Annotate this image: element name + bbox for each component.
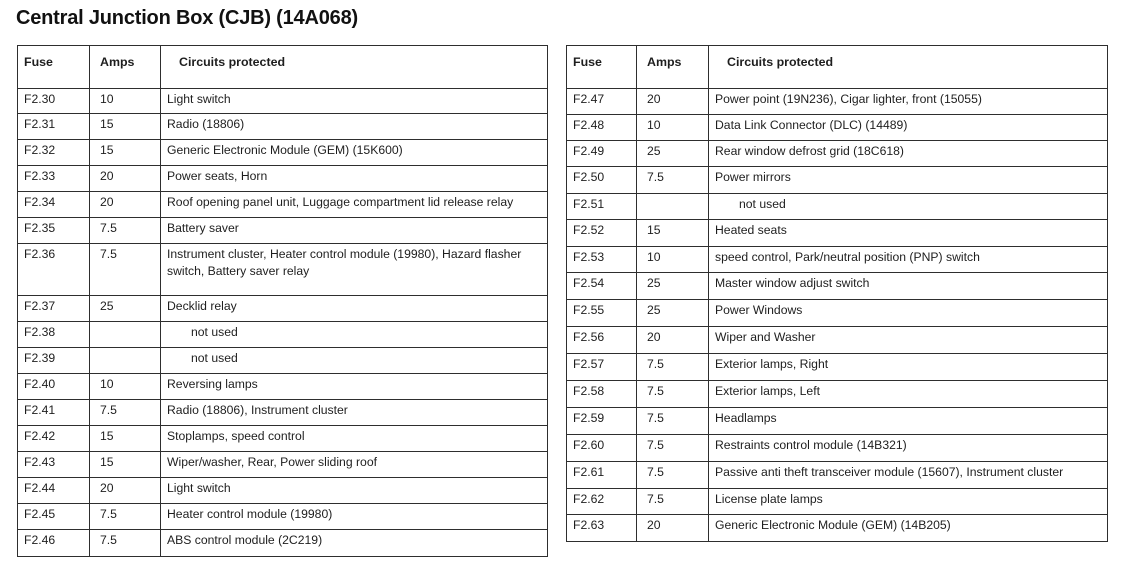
circuit-cell: Wiper and Washer [709, 327, 1108, 354]
table-row [18, 322, 548, 348]
table-row [18, 400, 548, 426]
amps-cell: 7.5 [90, 504, 161, 530]
circuit-cell: Stoplamps, speed control [161, 426, 548, 452]
table-row [567, 327, 1108, 354]
table-row [567, 489, 1108, 515]
fuse-cell: F2.59 [567, 408, 637, 435]
circuit-cell: Radio (18806), Instrument cluster [161, 400, 548, 426]
table-row [567, 194, 1108, 220]
table-row [567, 381, 1108, 408]
circuit-cell: not used [161, 322, 548, 348]
amps-cell: 7.5 [90, 400, 161, 426]
amps-cell: 20 [637, 327, 709, 354]
circuit-cell: License plate lamps [709, 489, 1108, 515]
table-header-row [18, 46, 548, 89]
circuit-cell: Headlamps [709, 408, 1108, 435]
fuse-cell: F2.33 [18, 166, 90, 192]
fuse-cell: F2.45 [18, 504, 90, 530]
amps-cell [90, 348, 161, 374]
table-row [18, 244, 548, 296]
fuse-cell: F2.48 [567, 115, 637, 141]
circuit-cell: not used [161, 348, 548, 374]
table-row [18, 348, 548, 374]
amps-cell: 7.5 [637, 408, 709, 435]
circuit-cell: Master window adjust switch [709, 273, 1108, 300]
table-row [18, 166, 548, 192]
fuse-cell: F2.57 [567, 354, 637, 381]
amps-cell: 25 [637, 141, 709, 167]
table-row [18, 114, 548, 140]
fuse-cell: F2.51 [567, 194, 637, 220]
amps-cell: 7.5 [637, 354, 709, 381]
table-row [18, 452, 548, 478]
fuse-cell: F2.40 [18, 374, 90, 400]
column-header-amps: Amps [637, 46, 709, 89]
circuit-cell: Heater control module (19980) [161, 504, 548, 530]
amps-cell: 15 [637, 220, 709, 247]
fuse-cell: F2.41 [18, 400, 90, 426]
fuse-cell: F2.60 [567, 435, 637, 462]
amps-cell: 7.5 [637, 435, 709, 462]
table-row [567, 515, 1108, 542]
fuse-cell: F2.46 [18, 530, 90, 557]
table-row [567, 408, 1108, 435]
table-row [567, 300, 1108, 327]
circuit-cell: Data Link Connector (DLC) (14489) [709, 115, 1108, 141]
table-row [18, 89, 548, 114]
table-row [567, 89, 1108, 115]
column-header-circuits: Circuits protected [709, 46, 1108, 89]
amps-cell: 10 [637, 247, 709, 273]
page-title: Central Junction Box (CJB) (14A068) [16, 7, 358, 29]
fuse-cell: F2.44 [18, 478, 90, 504]
fuse-cell: F2.37 [18, 296, 90, 322]
fuse-cell: F2.35 [18, 218, 90, 244]
amps-cell: 25 [90, 296, 161, 322]
fuse-cell: F2.38 [18, 322, 90, 348]
table-row [567, 220, 1108, 247]
circuit-cell: Heated seats [709, 220, 1108, 247]
circuit-cell: not used [709, 194, 1108, 220]
fuse-cell: F2.50 [567, 167, 637, 194]
circuit-cell: Exterior lamps, Left [709, 381, 1108, 408]
amps-cell: 15 [90, 140, 161, 166]
circuit-cell: Generic Electronic Module (GEM) (15K600) [161, 140, 548, 166]
table-header-row [567, 46, 1108, 89]
amps-cell: 10 [637, 115, 709, 141]
circuit-cell: Rear window defrost grid (18C618) [709, 141, 1108, 167]
table-row [18, 426, 548, 452]
table-row [567, 141, 1108, 167]
amps-cell: 20 [637, 89, 709, 115]
amps-cell: 20 [90, 478, 161, 504]
circuit-cell: Passive anti theft transceiver module (15607), Instrument cluster [709, 462, 1108, 489]
amps-cell: 7.5 [637, 489, 709, 515]
table-row [18, 218, 548, 244]
fuse-cell: F2.39 [18, 348, 90, 374]
circuit-cell: Reversing lamps [161, 374, 548, 400]
table-row [18, 478, 548, 504]
fuse-cell: F2.30 [18, 89, 90, 114]
fuse-table-left [17, 45, 548, 557]
amps-cell: 20 [90, 192, 161, 218]
circuit-cell: Roof opening panel unit, Luggage compartment lid release relay [161, 192, 548, 218]
circuit-cell: Light switch [161, 478, 548, 504]
amps-cell: 20 [90, 166, 161, 192]
circuit-cell: Power seats, Horn [161, 166, 548, 192]
circuit-cell: Restraints control module (14B321) [709, 435, 1108, 462]
amps-cell: 7.5 [90, 218, 161, 244]
amps-cell: 15 [90, 452, 161, 478]
fuse-cell: F2.34 [18, 192, 90, 218]
amps-cell: 20 [637, 515, 709, 542]
table-row [567, 247, 1108, 273]
amps-cell: 25 [637, 300, 709, 327]
circuit-cell: Battery saver [161, 218, 548, 244]
circuit-cell: Generic Electronic Module (GEM) (14B205) [709, 515, 1108, 542]
table-row [567, 462, 1108, 489]
column-header-circuits: Circuits protected [161, 46, 548, 89]
amps-cell: 15 [90, 114, 161, 140]
table-row [567, 115, 1108, 141]
table-row [18, 296, 548, 322]
fuse-cell: F2.52 [567, 220, 637, 247]
table-row [567, 273, 1108, 300]
amps-cell: 7.5 [90, 244, 161, 296]
table-row [567, 167, 1108, 194]
table-row [18, 192, 548, 218]
fuse-cell: F2.63 [567, 515, 637, 542]
circuit-cell: Power mirrors [709, 167, 1108, 194]
fuse-cell: F2.49 [567, 141, 637, 167]
fuse-cell: F2.47 [567, 89, 637, 115]
fuse-cell: F2.55 [567, 300, 637, 327]
amps-cell: 10 [90, 89, 161, 114]
fuse-cell: F2.58 [567, 381, 637, 408]
fuse-table-right [566, 45, 1108, 542]
fuse-cell: F2.43 [18, 452, 90, 478]
amps-cell [90, 322, 161, 348]
fuse-cell: F2.62 [567, 489, 637, 515]
fuse-cell: F2.31 [18, 114, 90, 140]
table-row [567, 435, 1108, 462]
table-row [18, 140, 548, 166]
amps-cell [637, 194, 709, 220]
circuit-cell: ABS control module (2C219) [161, 530, 548, 557]
amps-cell: 7.5 [637, 462, 709, 489]
circuit-cell: Radio (18806) [161, 114, 548, 140]
fuse-cell: F2.42 [18, 426, 90, 452]
column-header-amps: Amps [90, 46, 161, 89]
circuit-cell: Power Windows [709, 300, 1108, 327]
circuit-cell: speed control, Park/neutral position (PNP) switch [709, 247, 1108, 273]
circuit-cell: Wiper/washer, Rear, Power sliding roof [161, 452, 548, 478]
fuse-cell: F2.53 [567, 247, 637, 273]
circuit-cell: Light switch [161, 89, 548, 114]
fuse-cell: F2.56 [567, 327, 637, 354]
table-row [18, 374, 548, 400]
table-row [18, 504, 548, 530]
amps-cell: 7.5 [637, 381, 709, 408]
amps-cell: 7.5 [90, 530, 161, 557]
circuit-cell: Power point (19N236), Cigar lighter, front (15055) [709, 89, 1108, 115]
circuit-cell: Instrument cluster, Heater control module (19980), Hazard flasher switch, Battery saver relay [161, 244, 548, 296]
table-row [18, 530, 548, 557]
column-header-fuse: Fuse [18, 46, 90, 89]
circuit-cell: Exterior lamps, Right [709, 354, 1108, 381]
amps-cell: 25 [637, 273, 709, 300]
table-row [567, 354, 1108, 381]
column-header-fuse: Fuse [567, 46, 637, 89]
circuit-cell: Decklid relay [161, 296, 548, 322]
fuse-cell: F2.32 [18, 140, 90, 166]
amps-cell: 7.5 [637, 167, 709, 194]
amps-cell: 10 [90, 374, 161, 400]
amps-cell: 15 [90, 426, 161, 452]
fuse-cell: F2.36 [18, 244, 90, 296]
fuse-cell: F2.54 [567, 273, 637, 300]
fuse-cell: F2.61 [567, 462, 637, 489]
